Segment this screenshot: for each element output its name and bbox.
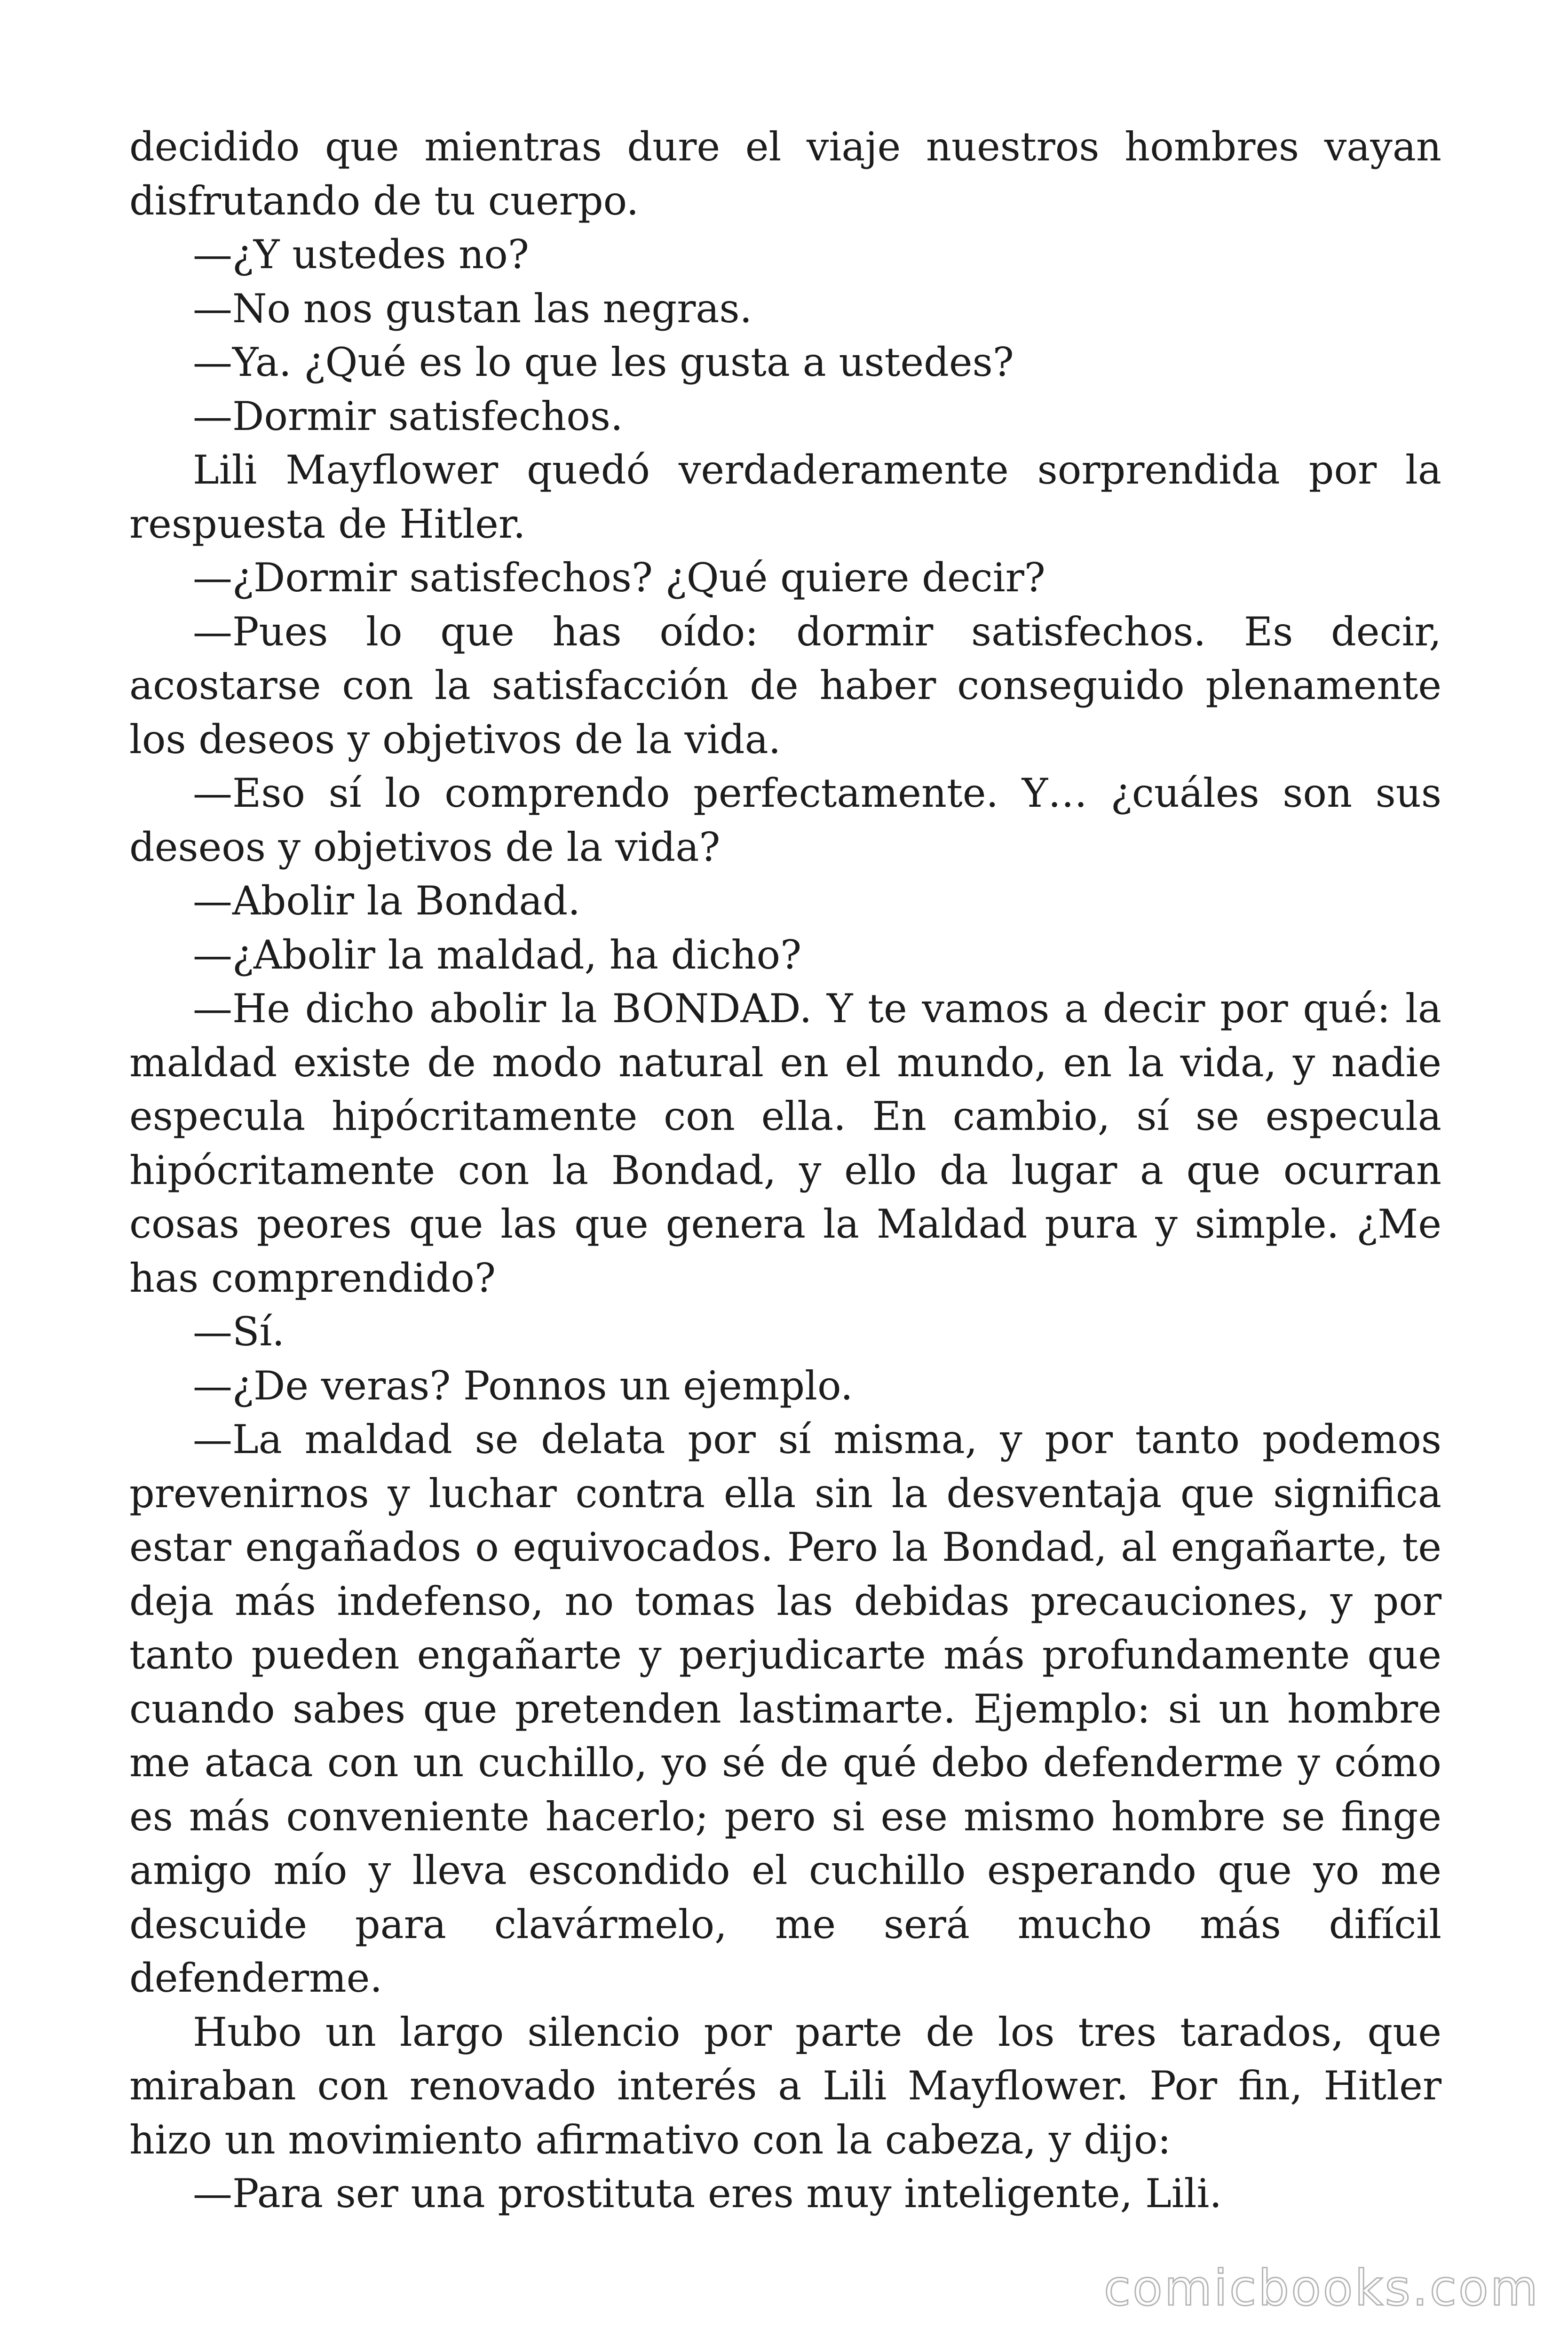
paragraph: —¿Y ustedes no? bbox=[193, 231, 529, 278]
paragraph: Lili Mayflower quedó verdaderamente sorprendida por la respuesta de Hitler. bbox=[129, 447, 1441, 547]
paragraph: —Sí. bbox=[193, 1309, 285, 1355]
paragraph: —¿De veras? Ponnos un ejemplo. bbox=[193, 1362, 853, 1409]
paragraph: —Pues lo que has oído: dormir satisfechos. Es decir, acostarse con la satisfacción de haber conseguido plenamente los deseos y objetivos de la vida. bbox=[129, 608, 1441, 763]
paragraph: —Dormir satisfechos. bbox=[193, 393, 623, 439]
watermark: comicbooks.com bbox=[1103, 2259, 1540, 2317]
paragraph-continuation: decidido que mientras dure el viaje nuestros hombres vayan disfrutando de tu cuerpo. bbox=[129, 124, 1441, 224]
paragraph: —Para ser una prostituta eres muy inteligente, Lili. bbox=[193, 2170, 1222, 2217]
paragraph: Hubo un largo silencio por parte de los tres tarados, que miraban con renovado interés a Lili Mayflower. Por fin, Hitler hizo un movimiento afirmativo con la cabeza, y dijo: bbox=[129, 2009, 1441, 2163]
paragraph: —La maldad se delata por sí misma, y por tanto podemos prevenirnos y luchar contra ella sin la desventaja que significa estar engañados o equivocados. Pero la Bondad, al engañarte, te deja más indefenso, no tomas las debidas precauciones, y por tanto pueden engañarte y perjudicarte más profundamente que cuando sabes que pretenden lastimarte. Ejemplo: si un hombre me ataca con un cuchillo, yo sé de qué debo defenderme y cómo es más conveniente hacerlo; pero si ese mismo hombre se finge amigo mío y lleva escondido el cuchillo esperando que yo me descuide para clavármelo, me será mucho más difícil defenderme. bbox=[129, 1416, 1441, 2001]
paragraph: —Abolir la Bondad. bbox=[193, 878, 580, 924]
page-body bbox=[129, 120, 1441, 2221]
paragraph: —He dicho abolir la BONDAD. Y te vamos a decir por qué: la maldad existe de modo natural en el mundo, en la vida, y nadie especula hipócritamente con ella. En cambio, sí se especula hipócritamente con la Bondad, y ello da lugar a que ocurran cosas peores que las que genera la Maldad pura y simple. ¿Me has comprendido? bbox=[129, 985, 1441, 1301]
paragraph: —¿Abolir la maldad, ha dicho? bbox=[193, 931, 802, 978]
paragraph: —Ya. ¿Qué es lo que les gusta a ustedes? bbox=[193, 339, 1014, 385]
paragraph: —¿Dormir satisfechos? ¿Qué quiere decir? bbox=[193, 555, 1045, 601]
paragraph: —No nos gustan las negras. bbox=[193, 285, 752, 332]
paragraph: —Eso sí lo comprendo perfectamente. Y… ¿cuáles son sus deseos y objetivos de la vida? bbox=[129, 770, 1441, 870]
